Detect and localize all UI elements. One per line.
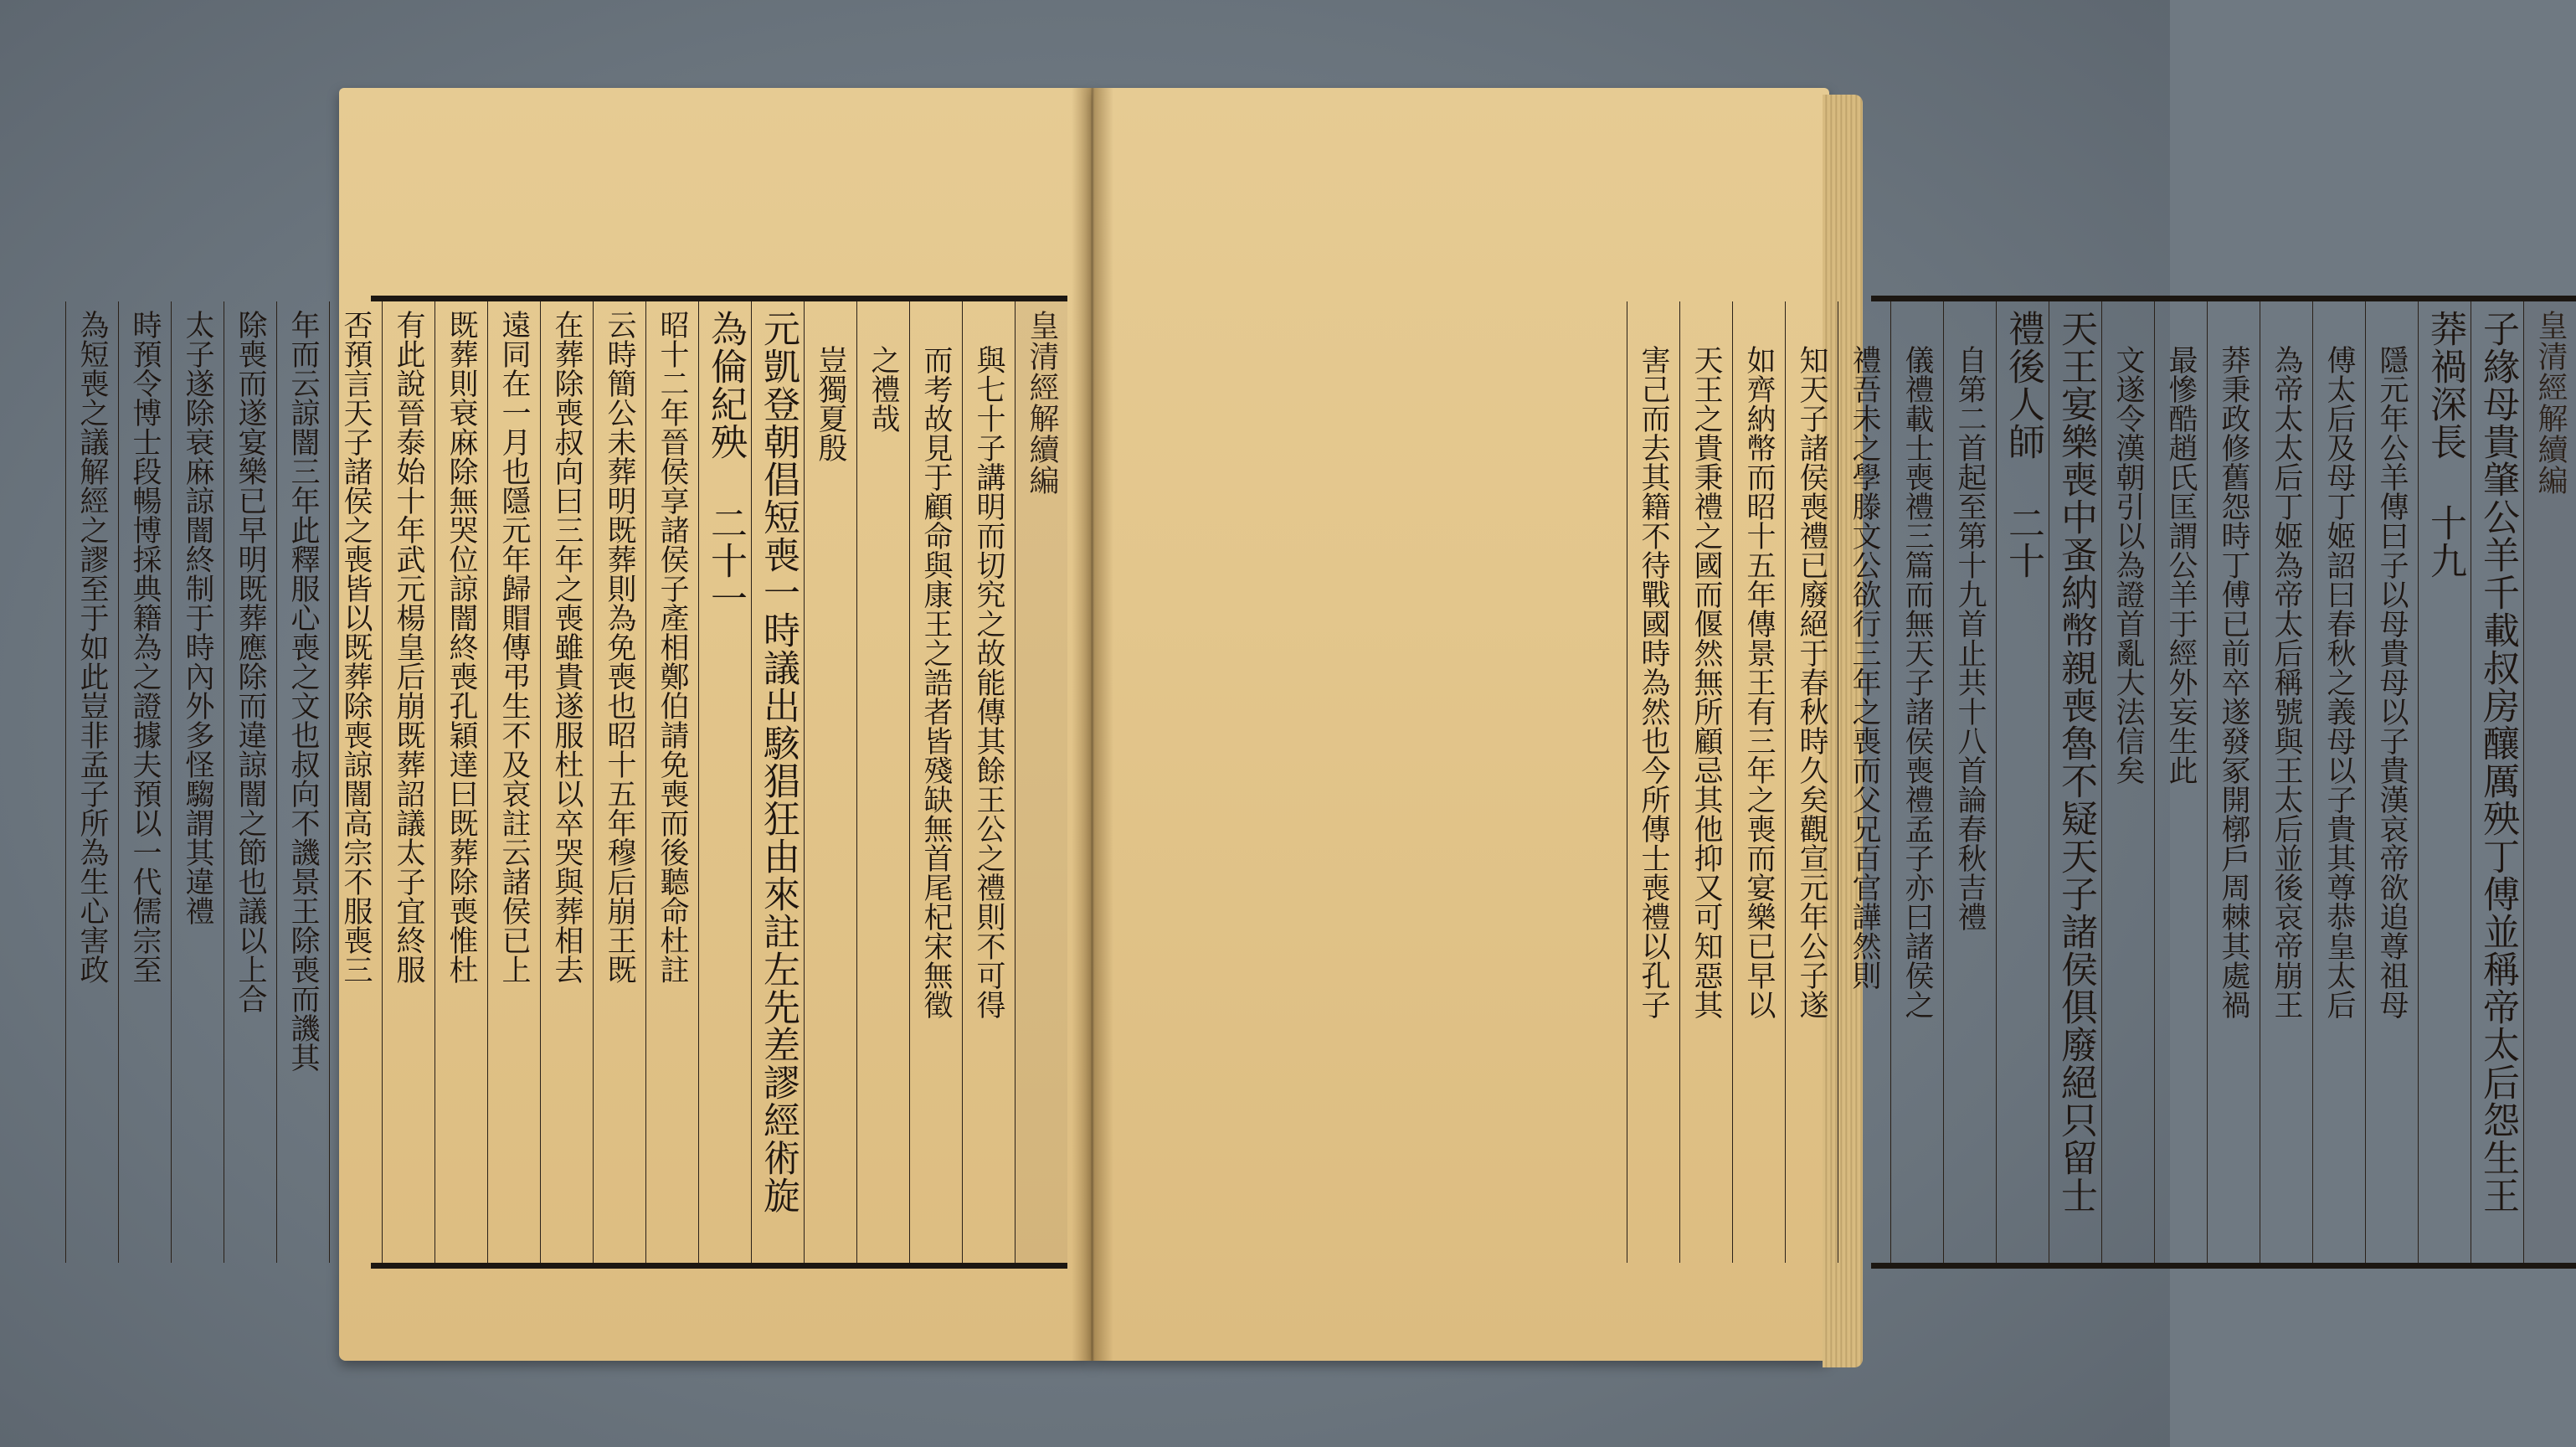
text-column: 如齊納幣而昭十五年傳景王有三年之喪而宴樂已早以 [1732,301,1785,1263]
right-margin-title: 皇清經解續編 [2523,301,2576,1263]
text-column: 子緣母貴肇公羊千載叔房釀厲殃丁傅並稱帝太后怨生王 [2471,301,2523,1263]
text-column: 莽秉政修舊怨時丁傅已前卒遂發冢開槨戶周棘其處禍 [2207,301,2260,1263]
text-column: 害己而去其籍不待戰國時為然也今所傳士喪禮以孔子 [1627,301,1679,1263]
text-column: 為倫紀殃 二十一 [698,301,751,1263]
text-column: 最慘酷趙氏匡謂公羊于經外妄生此 [2154,301,2207,1263]
text-column: 為短喪之議解經之謬至于如此豈非孟子所為生心害政 [65,301,118,1263]
text-column: 知天子諸侯喪禮已廢絕于春秋時久矣觀宣元年公子遂 [1785,301,1838,1263]
open-book [75,88,2568,1365]
text-column: 之禮哉 [856,301,909,1263]
text-column: 豈獨夏殷 [804,301,856,1263]
text-column: 隱元年公羊傳曰子以母貴母以子貴漢哀帝欲追尊祖母 [2365,301,2418,1263]
text-column: 天王之貴秉禮之國而偃然無所顧忌其他抑又可知惡其 [1679,301,1732,1263]
left-page [75,88,1093,1361]
right-page [1093,88,2568,1361]
text-column: 元凱登朝倡短喪一時議出駭猖狂由來註左先差謬經術旋 [751,301,804,1263]
right-columns [1637,301,2576,1263]
text-column: 文遂令漢朝引以為證首亂大法信矣 [2101,301,2154,1263]
text-column: 傅太后及母丁姬詔曰春秋之義母以子貴其尊恭皇太后 [2312,301,2365,1263]
text-column: 自第二首起至第十九首止共十八首論春秋吉禮 [1943,301,1996,1263]
text-column: 天王宴樂喪中蚤納幣親喪魯不疑天子諸侯俱廢絕只留士 [2049,301,2101,1263]
text-column: 太子遂除衰麻諒闇終制于時內外多怪騶謂其違禮 [171,301,224,1263]
text-column: 禮吾未之學滕文公欲行三年之喪而父兄百官譁然則 [1838,301,1890,1263]
text-column: 云時簡公未葬明既葬則為免喪也昭十五年穆后崩王既 [593,301,645,1263]
text-column: 與七十子講明而切究之故能傳其餘王公之禮則不可得 [962,301,1015,1263]
text-column: 遠同在一月也隱元年歸賵傳弔生不及哀註云諸侯已上 [487,301,540,1263]
text-column: 除喪而遂宴樂已早明既葬應除而違諒闇之節也議以上合 [224,301,276,1263]
text-column: 昭十二年晉侯享諸侯子產相鄭伯請免喪而後聽命杜註 [645,301,698,1263]
text-column: 既葬則衰麻除無哭位諒闇終喪孔穎達曰既葬除喪惟杜 [434,301,487,1263]
text-column: 年而云諒闇三年此釋服心喪之文也叔向不譏景王除喪而譏其 [276,301,329,1263]
text-column: 儀禮載士喪禮三篇而無天子諸侯喪禮孟子亦曰諸侯之 [1890,301,1943,1263]
text-column: 莽禍深長 十九 [2418,301,2471,1263]
text-column: 而考故見于顧命與康王之誥者皆殘缺無首尾杞宋無徵 [909,301,962,1263]
text-column: 否預言天子諸侯之喪皆以既葬除喪諒闇高宗不服喪三 [329,301,382,1263]
right-text-frame [1637,296,2576,1269]
left-columns [75,301,1067,1263]
text-column: 有此說晉泰始十年武元楊皇后崩既葬詔議太子宜終服 [382,301,434,1263]
text-column: 為帝太太后丁姬為帝太后稱號與王太后並後哀帝崩王 [2260,301,2312,1263]
left-text-frame [75,296,1067,1269]
text-column: 禮後人師 二十 [1996,301,2049,1263]
text-column: 在葬除喪叔向曰三年之喪雖貴遂服杜以卒哭與葬相去 [540,301,593,1263]
text-column: 時預令博士段暢博採典籍為之證據夫預以一代儒宗至 [118,301,171,1263]
left-margin-title: 皇清經解續編 [1015,301,1067,1263]
book-gutter [1072,88,1113,1361]
